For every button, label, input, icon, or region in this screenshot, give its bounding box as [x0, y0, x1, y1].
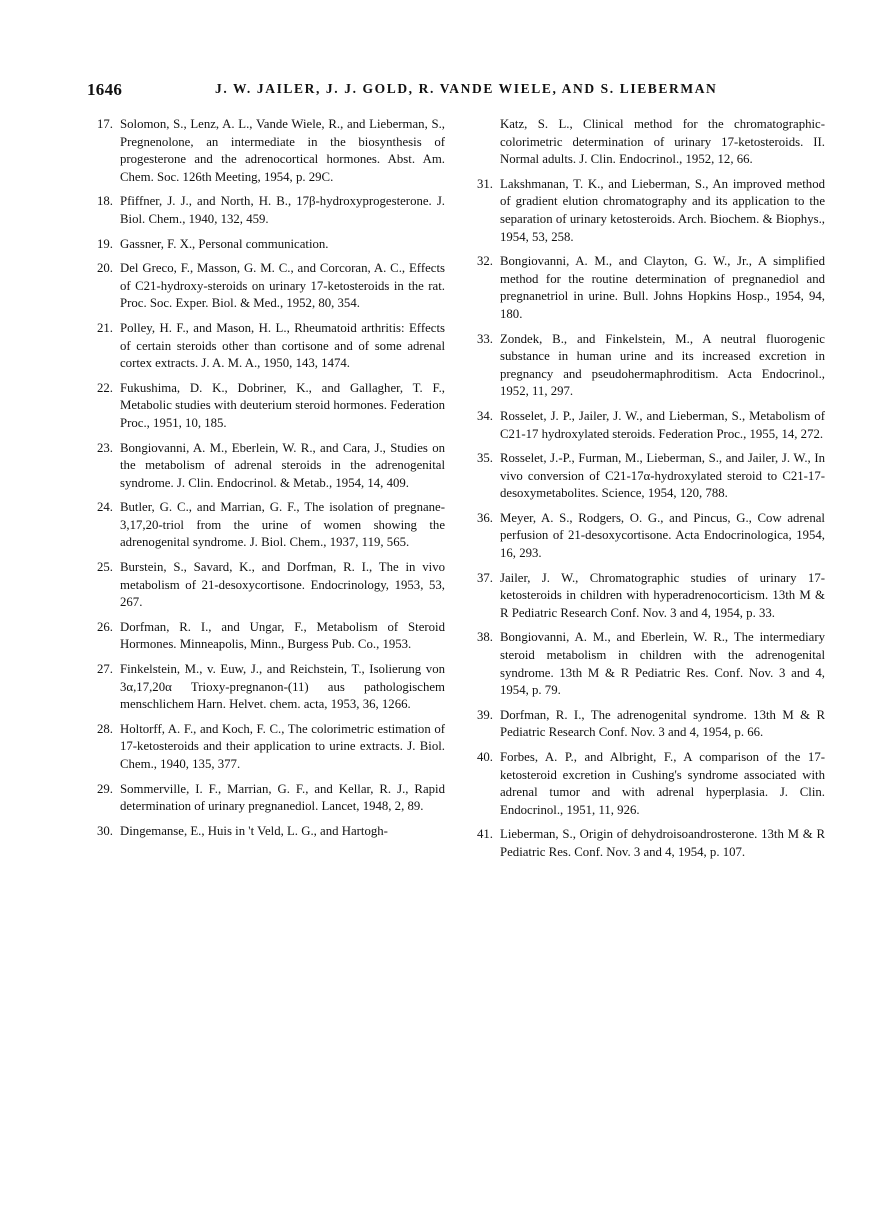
left-column-references — [87, 116, 445, 847]
running-header — [87, 80, 718, 104]
reference-item: 38. Bongiovanni, A. M., and Eberlein, W. R., The intermediary steroid metabolism in children with the adrenogenital syndrome. 13th M & R Pediatric Res. Conf. Nov. 3 and 4, 1954, p. 79. — [477, 630, 825, 698]
reference-item: 30. Dingemanse, E., Huis in 't Veld, L. G., and Hartogh- — [97, 823, 388, 838]
reference-item: 24. Butler, G. C., and Marrian, G. F., The isolation of pregnane-3,17,20-triol from the urine of women showing the adrenogenital syndrome. J. Biol. Chem., 1937, 119, 565. — [97, 500, 445, 550]
reference-item: 39. Dorfman, R. I., The adrenogenital syndrome. 13th M & R Pediatric Research Conf. Nov. 3 and 4, 1954, p. 66. — [477, 707, 825, 740]
reference-item: 22. Fukushima, D. K., Dobriner, K., and Gallagher, T. F., Metabolic studies with deuterium steroid hormones. Federation Proc., 1951, 10, 185. — [97, 380, 445, 430]
reference-item: 37. Jailer, J. W., Chromatographic studies of urinary 17-ketosteroids in children with hyperadrenocorticism. 13th M & R Pediatric Research Conf. Nov. 3 and 4, 1954, p. 33. — [477, 570, 825, 620]
reference-item: 27. Finkelstein, M., v. Euw, J., and Reichstein, T., Isolierung von 3α,17,20α Trioxy-pregnanon-(11) aus pathologischem menschlichem Harn. Helvet. chem. acta, 1953, 36, 1266. — [97, 662, 445, 712]
reference-item: 34. Rosselet, J. P., Jailer, J. W., and Lieberman, S., Metabolism of C21-17 hydroxylated steroids. Federation Proc., 1955, 14, 272. — [477, 408, 825, 441]
reference-item: 31. Lakshmanan, T. K., and Lieberman, S., An improved method of gradient elution chromatography and its application to the separation of urinary ketosteroids. Arch. Biochem. & Biophys., 1954, 53, 258. — [477, 176, 825, 244]
reference-item: 20. Del Greco, F., Masson, G. M. C., and Corcoran, A. C., Effects of C21-hydroxy-steroids on urinary 17-ketosteroids in the rat. Proc. Soc. Exper. Biol. & Med., 1952, 80, 354. — [97, 261, 445, 311]
reference-item: 41. Lieberman, S., Origin of dehydroisoandrosterone. 13th M & R Pediatric Res. Conf. Nov. 3 and 4, 1954, p. 107. — [477, 827, 825, 859]
running-header-authors: J. W. JAILER, J. J. GOLD, R. VANDE WIELE, AND S. LIEBERMAN — [215, 81, 718, 96]
reference-item: 17. Solomon, S., Lenz, A. L., Vande Wiele, R., and Lieberman, S., Pregnenolone, an intermediate in the biosynthesis of progesterone and the adrenocortical hormones. Abst. Am. Chem. Soc. 126th Meeting, 1954, p. 29C. — [97, 117, 445, 184]
reference-item: 29. Sommerville, I. F., Marrian, G. F., and Kellar, R. J., Rapid determination of urinary pregnanediol. Lancet, 1948, 2, 89. — [97, 781, 445, 814]
reference-continuation: Katz, S. L., Clinical method for the chromatographic-colorimetric determination of urinary 17-ketosteroids. II. Normal adults. J. Clin. Endocrinol., 1952, 12, 66. — [500, 117, 825, 167]
reference-item: 26. Dorfman, R. I., and Ungar, F., Metabolism of Steroid Hormones. Minneapolis, Minn., Burgess Pub. Co., 1953. — [97, 619, 445, 652]
reference-item: 40. Forbes, A. P., and Albright, F., A comparison of the 17-ketosteroid excretion in Cushing's syndrome associated with adrenal tumor and with adrenal hyperplasia. J. Clin. Endocrinol., 1951, 11, 926. — [477, 750, 825, 817]
reference-item: 35. Rosselet, J.-P., Furman, M., Lieberman, S., and Jailer, J. W., In vivo conversion of C21-17α-hydroxylated steroid to C21-17-desoxymetabolites. Science, 1954, 120, 788. — [477, 451, 825, 501]
reference-item: 25. Burstein, S., Savard, K., and Dorfman, R. I., The in vivo metabolism of 21-desoxycortisone. Endocrinology, 1953, 53, 267. — [97, 560, 445, 610]
reference-item: 32. Bongiovanni, A. M., and Clayton, G. W., Jr., A simplified method for the routine determination of pregnanediol and pregnanetriol in urine. Bull. Johns Hopkins Hosp., 1954, 94, 180. — [477, 254, 825, 321]
reference-item: 19. Gassner, F. X., Personal communication. — [97, 236, 329, 251]
reference-item: 23. Bongiovanni, A. M., Eberlein, W. R., and Cara, J., Studies on the metabolism of adrenal steroids in the adrenogenital syndrome. J. Clin. Endocrinol. & Metab., 1954, 14, 409. — [97, 440, 445, 490]
page-number: 1646 — [87, 80, 123, 99]
reference-item: 21. Polley, H. F., and Mason, H. L., Rheumatoid arthritis: Effects of certain steroids other than cortisone and of some adrenal cortex extracts. J. A. M. A., 1950, 143, 1474. — [97, 320, 445, 371]
right-column-references — [467, 116, 825, 869]
reference-item: 18. Pfiffner, J. J., and North, H. B., 17β-hydroxyprogesterone. J. Biol. Chem., 1940, 132, 459. — [97, 194, 445, 226]
reference-item: 33. Zondek, B., and Finkelstein, M., A neutral fluorogenic substance in human urine and its increased excretion in pregnancy and pseudohermaphroditism. Acta Endocrinol., 1952, 11, 297. — [477, 331, 825, 399]
reference-item: 36. Meyer, A. S., Rodgers, O. G., and Pincus, G., Cow adrenal perfusion of 21-desoxycortisone. Acta Endocrinologica, 1954, 16, 293. — [477, 510, 825, 561]
reference-item: 28. Holtorff, A. F., and Koch, F. C., The colorimetric estimation of 17-ketosteroids and their application to urine extracts. J. Biol. Chem., 1940, 135, 377. — [97, 721, 445, 771]
